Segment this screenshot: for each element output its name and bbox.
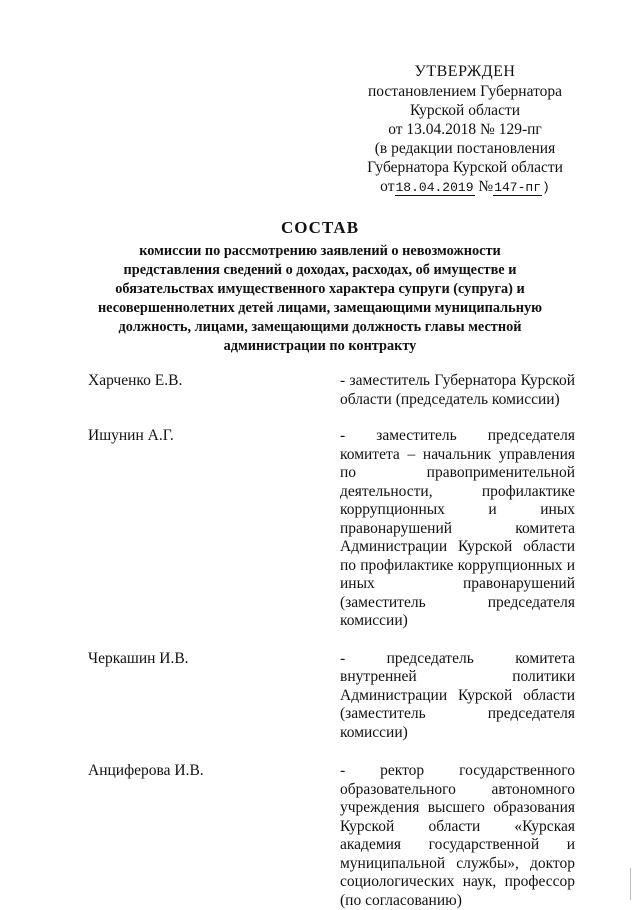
heading-line: должность, лицами, замещающими должность главы местной [118,319,522,335]
heading-line: обязательствах имущественного характера супруги (супруга) и [115,281,525,297]
amendment-date: 18.04.2019 [395,180,474,195]
member-row [88,372,588,409]
member-role: - председатель комитета внутренней политики Администрации Курской области (заместитель председателя комиссии) [340,649,575,741]
member-name: Анциферова И.В. [88,762,204,779]
document-heading [80,218,560,356]
margin-mark [630,868,634,900]
member-role: - заместитель председателя комитета – начальник управления по правоприменительной деятельности, профилактике коррупционных и иных правонарушений комитета Администрации Курской области по профилактике коррупционных и иных правонарушений (заместитель председателя комиссии) [340,427,575,629]
amendment-line [340,177,590,197]
heading-line: представления сведений о доходах, расходах, об имуществе и [123,262,517,278]
member-name: Черкашин И.В. [88,649,189,667]
approval-line: от 13.04.2018 № 129-пг [388,121,542,138]
heading-subtitle [80,242,560,356]
amendment-number-sign: № [478,178,494,195]
heading-title: СОСТАВ [280,218,360,237]
heading-line: несовершеннолетних детей лицами, замещающими муниципальную [97,300,543,316]
amendment-number: 147-пг [494,180,541,195]
amendment-prefix: от [380,178,395,195]
approval-line: постановлением Губернатора [367,83,563,100]
member-name: Харченко Е.В. [88,372,183,389]
approval-line: Губернатора Курской области [367,159,563,176]
member-role: - ректор государственного образовательного автономного учреждения высшего образования Курской области «Курская академия государственной и муниципальной службы», доктор социологических наук, профессор (по согласованию) [340,762,575,909]
member-row [88,427,588,631]
approval-line: Курской области [409,102,521,119]
members-list [88,372,588,910]
member-row [88,650,588,743]
amendment-suffix: ) [542,180,550,195]
member-name: Ишунин А.Г. [88,427,174,444]
heading-line: администрации по контракту [223,338,417,354]
heading-line: комиссии по рассмотрению заявлений о невозможности [139,243,501,259]
member-row [88,762,588,910]
member-role: - заместитель Губернатора Курской области (председатель комиссии) [340,372,575,408]
approval-block [340,62,590,197]
approval-line: (в редакции постановления [374,140,556,157]
approval-title: УТВЕРЖДЕН [414,63,516,80]
